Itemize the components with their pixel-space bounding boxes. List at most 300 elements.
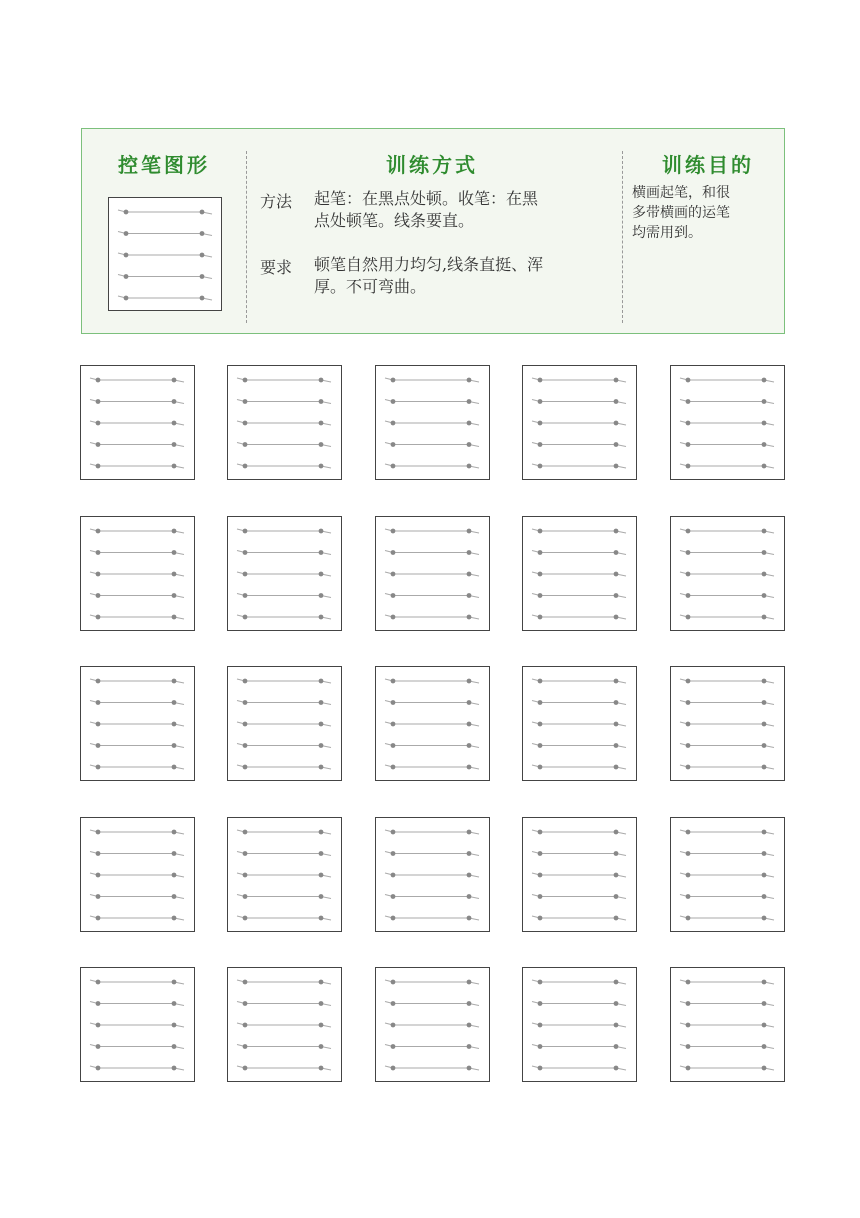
pause-dot	[172, 722, 177, 727]
stroke-line	[680, 873, 774, 878]
pause-dot	[467, 916, 472, 921]
pause-dot	[319, 421, 324, 426]
pause-dot	[614, 851, 619, 856]
stroke-line	[532, 743, 626, 748]
practice-cell	[80, 817, 195, 932]
stroke-line	[680, 572, 774, 577]
pause-dot	[243, 743, 248, 748]
pause-dot	[172, 765, 177, 770]
stroke-line	[680, 593, 774, 598]
pause-dot	[762, 743, 767, 748]
pause-dot	[391, 700, 396, 705]
pause-dot	[762, 442, 767, 447]
instruction-header	[81, 128, 785, 334]
pause-dot	[124, 296, 129, 301]
pause-dot	[96, 593, 101, 598]
pause-dot	[391, 399, 396, 404]
practice-cell	[227, 516, 342, 631]
pause-dot	[200, 253, 205, 258]
stroke-line	[385, 593, 479, 598]
pause-dot	[319, 1044, 324, 1049]
pause-dot	[614, 399, 619, 404]
practice-pattern	[671, 517, 784, 630]
practice-cell	[522, 666, 637, 781]
stroke-line	[90, 980, 184, 985]
stroke-line	[680, 851, 774, 856]
pause-dot	[467, 722, 472, 727]
stroke-line	[680, 765, 774, 770]
pause-dot	[762, 894, 767, 899]
stroke-line	[90, 399, 184, 404]
stroke-line	[680, 916, 774, 921]
pause-dot	[614, 765, 619, 770]
stroke-line	[385, 378, 479, 383]
practice-cell	[670, 967, 785, 1082]
pause-dot	[96, 700, 101, 705]
pause-dot	[319, 700, 324, 705]
stroke-line	[237, 399, 331, 404]
pause-dot	[467, 572, 472, 577]
pause-dot	[686, 765, 691, 770]
stroke-line	[237, 529, 331, 534]
purpose-text-line1: 横画起笔，和很	[632, 185, 730, 201]
pause-dot	[538, 722, 543, 727]
pause-dot	[124, 210, 129, 215]
pause-dot	[319, 1066, 324, 1071]
stroke-line	[532, 593, 626, 598]
pause-dot	[538, 830, 543, 835]
pause-dot	[96, 765, 101, 770]
stroke-line	[385, 1001, 479, 1006]
stroke-line	[237, 722, 331, 727]
pause-dot	[391, 873, 396, 878]
pause-dot	[762, 830, 767, 835]
pause-dot	[538, 464, 543, 469]
stroke-line	[237, 1023, 331, 1028]
stroke-line	[680, 378, 774, 383]
practice-cell	[227, 666, 342, 781]
pause-dot	[391, 593, 396, 598]
pause-dot	[467, 980, 472, 985]
practice-pattern	[376, 968, 489, 1081]
pause-dot	[614, 679, 619, 684]
pause-dot	[96, 550, 101, 555]
practice-cell	[375, 967, 490, 1082]
pause-dot	[391, 550, 396, 555]
pause-dot	[614, 830, 619, 835]
pause-dot	[319, 550, 324, 555]
pause-dot	[467, 851, 472, 856]
pause-dot	[243, 700, 248, 705]
stroke-line	[237, 679, 331, 684]
pause-dot	[762, 722, 767, 727]
pause-dot	[686, 593, 691, 598]
practice-cell	[227, 365, 342, 480]
stroke-line	[385, 679, 479, 684]
practice-cell	[80, 666, 195, 781]
stroke-line	[532, 399, 626, 404]
pause-dot	[762, 1001, 767, 1006]
practice-pattern	[228, 818, 341, 931]
pause-dot	[243, 1066, 248, 1071]
pause-dot	[96, 980, 101, 985]
pause-dot	[538, 916, 543, 921]
pause-dot	[614, 1023, 619, 1028]
pause-dot	[538, 851, 543, 856]
pause-dot	[391, 980, 396, 985]
stroke-line	[237, 894, 331, 899]
stroke-line	[680, 830, 774, 835]
pause-dot	[538, 679, 543, 684]
pause-dot	[243, 550, 248, 555]
purpose-text-line2: 多带横画的运笔	[632, 205, 730, 221]
practice-pattern	[81, 667, 194, 780]
stroke-line	[385, 916, 479, 921]
stroke-line	[385, 1066, 479, 1071]
practice-pattern	[228, 517, 341, 630]
stroke-line	[532, 916, 626, 921]
pause-dot	[391, 1044, 396, 1049]
stroke-line	[385, 894, 479, 899]
control-pattern-title: 控笔图形	[118, 153, 210, 177]
pause-dot	[614, 916, 619, 921]
stroke-line	[532, 722, 626, 727]
stroke-line	[90, 851, 184, 856]
pause-dot	[319, 916, 324, 921]
stroke-line	[385, 442, 479, 447]
pause-dot	[243, 378, 248, 383]
pause-dot	[96, 421, 101, 426]
stroke-line	[90, 1066, 184, 1071]
pause-dot	[762, 1066, 767, 1071]
practice-pattern	[376, 667, 489, 780]
stroke-line	[237, 464, 331, 469]
pause-dot	[686, 550, 691, 555]
pause-dot	[614, 378, 619, 383]
method-label: 方法	[260, 192, 293, 211]
pause-dot	[172, 593, 177, 598]
pause-dot	[172, 851, 177, 856]
practice-pattern	[376, 517, 489, 630]
practice-pattern	[228, 667, 341, 780]
stroke-line	[90, 873, 184, 878]
pause-dot	[686, 529, 691, 534]
pause-dot	[391, 1001, 396, 1006]
pause-dot	[172, 464, 177, 469]
stroke-line	[90, 572, 184, 577]
pause-dot	[96, 916, 101, 921]
stroke-line	[680, 894, 774, 899]
pause-dot	[96, 722, 101, 727]
pause-dot	[96, 851, 101, 856]
pause-dot	[538, 615, 543, 620]
pause-dot	[467, 700, 472, 705]
pause-dot	[96, 399, 101, 404]
pause-dot	[614, 980, 619, 985]
pause-dot	[319, 1001, 324, 1006]
purpose-text-line3: 均需用到。	[632, 225, 702, 241]
pause-dot	[762, 700, 767, 705]
stroke-line	[237, 851, 331, 856]
stroke-line	[90, 615, 184, 620]
stroke-line	[237, 615, 331, 620]
pause-dot	[200, 296, 205, 301]
pause-dot	[172, 615, 177, 620]
pause-dot	[319, 529, 324, 534]
practice-cell	[80, 967, 195, 1082]
stroke-line	[90, 464, 184, 469]
stroke-line	[237, 442, 331, 447]
pause-dot	[124, 231, 129, 236]
pause-dot	[96, 1044, 101, 1049]
pause-dot	[686, 1044, 691, 1049]
practice-cell	[227, 967, 342, 1082]
pause-dot	[686, 421, 691, 426]
pause-dot	[200, 210, 205, 215]
stroke-line	[118, 253, 212, 258]
stroke-line	[385, 851, 479, 856]
stroke-line	[237, 421, 331, 426]
pause-dot	[96, 830, 101, 835]
pause-dot	[614, 722, 619, 727]
pause-dot	[686, 722, 691, 727]
stroke-line	[90, 916, 184, 921]
pause-dot	[538, 421, 543, 426]
pause-dot	[200, 231, 205, 236]
pause-dot	[96, 743, 101, 748]
stroke-line	[532, 1023, 626, 1028]
stroke-line	[385, 700, 479, 705]
pause-dot	[686, 851, 691, 856]
stroke-line	[680, 442, 774, 447]
pause-dot	[243, 399, 248, 404]
pause-dot	[319, 464, 324, 469]
stroke-line	[118, 210, 212, 215]
stroke-line	[237, 378, 331, 383]
stroke-line	[680, 529, 774, 534]
pause-dot	[319, 980, 324, 985]
pause-dot	[319, 743, 324, 748]
method-text-line1: 起笔：在黑点处顿。收笔：在黑	[314, 189, 539, 208]
pause-dot	[467, 421, 472, 426]
pause-dot	[319, 378, 324, 383]
pause-dot	[172, 550, 177, 555]
pause-dot	[319, 722, 324, 727]
pause-dot	[319, 830, 324, 835]
pause-dot	[686, 615, 691, 620]
stroke-line	[237, 572, 331, 577]
pause-dot	[467, 894, 472, 899]
practice-cell	[522, 967, 637, 1082]
practice-cell	[522, 516, 637, 631]
pause-dot	[243, 1044, 248, 1049]
stroke-line	[532, 894, 626, 899]
stroke-line	[532, 1066, 626, 1071]
pause-dot	[614, 1066, 619, 1071]
pause-dot	[391, 464, 396, 469]
pause-dot	[243, 1023, 248, 1028]
stroke-line	[532, 851, 626, 856]
pause-dot	[686, 378, 691, 383]
stroke-line	[385, 980, 479, 985]
practice-pattern	[671, 818, 784, 931]
pause-dot	[538, 550, 543, 555]
pause-dot	[391, 378, 396, 383]
pause-dot	[614, 894, 619, 899]
pause-dot	[614, 743, 619, 748]
pause-dot	[172, 399, 177, 404]
pause-dot	[614, 572, 619, 577]
practice-pattern	[523, 968, 636, 1081]
pause-dot	[124, 253, 129, 258]
pause-dot	[391, 916, 396, 921]
pause-dot	[319, 399, 324, 404]
pause-dot	[467, 1023, 472, 1028]
stroke-line	[532, 572, 626, 577]
stroke-line	[237, 550, 331, 555]
stroke-line	[680, 722, 774, 727]
practice-pattern	[523, 667, 636, 780]
pause-dot	[538, 593, 543, 598]
stroke-line	[532, 442, 626, 447]
pause-dot	[467, 1044, 472, 1049]
pause-dot	[467, 679, 472, 684]
pause-dot	[96, 894, 101, 899]
stroke-line	[532, 700, 626, 705]
pause-dot	[686, 980, 691, 985]
pause-dot	[391, 421, 396, 426]
stroke-line	[532, 679, 626, 684]
pause-dot	[172, 679, 177, 684]
stroke-line	[532, 1001, 626, 1006]
pause-dot	[762, 421, 767, 426]
pause-dot	[762, 679, 767, 684]
pause-dot	[172, 1044, 177, 1049]
pause-dot	[762, 399, 767, 404]
stroke-line	[680, 399, 774, 404]
pause-dot	[172, 980, 177, 985]
pause-dot	[614, 421, 619, 426]
practice-pattern	[81, 517, 194, 630]
pause-dot	[538, 743, 543, 748]
practice-cell	[670, 516, 785, 631]
pause-dot	[614, 464, 619, 469]
pause-dot	[467, 529, 472, 534]
stroke-line	[237, 743, 331, 748]
stroke-line	[90, 722, 184, 727]
stroke-line	[385, 399, 479, 404]
pause-dot	[467, 593, 472, 598]
pause-dot	[243, 980, 248, 985]
practice-pattern	[523, 517, 636, 630]
pause-dot	[243, 722, 248, 727]
pause-dot	[762, 916, 767, 921]
pause-dot	[538, 529, 543, 534]
stroke-line	[532, 765, 626, 770]
pause-dot	[762, 765, 767, 770]
pause-dot	[538, 1001, 543, 1006]
pause-dot	[172, 572, 177, 577]
stroke-line	[385, 550, 479, 555]
pause-dot	[172, 1001, 177, 1006]
stroke-line	[680, 1023, 774, 1028]
pause-dot	[319, 572, 324, 577]
practice-cell	[522, 365, 637, 480]
pause-dot	[762, 1044, 767, 1049]
pause-dot	[96, 615, 101, 620]
stroke-line	[237, 765, 331, 770]
pause-dot	[96, 873, 101, 878]
stroke-line	[237, 1066, 331, 1071]
pause-dot	[172, 442, 177, 447]
pause-dot	[538, 765, 543, 770]
pause-dot	[762, 615, 767, 620]
pause-dot	[391, 529, 396, 534]
pause-dot	[686, 1001, 691, 1006]
pause-dot	[172, 1023, 177, 1028]
pause-dot	[686, 700, 691, 705]
pause-dot	[686, 916, 691, 921]
stroke-line	[237, 1001, 331, 1006]
stroke-line	[532, 873, 626, 878]
pause-dot	[762, 378, 767, 383]
pause-dot	[243, 442, 248, 447]
practice-cell	[522, 817, 637, 932]
stroke-line	[385, 873, 479, 878]
pause-dot	[96, 1023, 101, 1028]
stroke-line	[680, 1001, 774, 1006]
pause-dot	[467, 464, 472, 469]
practice-pattern	[671, 667, 784, 780]
pause-dot	[172, 421, 177, 426]
pause-dot	[762, 550, 767, 555]
practice-cell	[670, 365, 785, 480]
stroke-line	[90, 1023, 184, 1028]
stroke-line	[237, 873, 331, 878]
stroke-line	[237, 916, 331, 921]
stroke-line	[90, 1001, 184, 1006]
pause-dot	[243, 765, 248, 770]
pause-dot	[538, 700, 543, 705]
practice-pattern	[81, 366, 194, 479]
pause-dot	[467, 1001, 472, 1006]
pause-dot	[614, 1001, 619, 1006]
stroke-line	[385, 464, 479, 469]
stroke-line	[90, 765, 184, 770]
pause-dot	[686, 830, 691, 835]
pause-dot	[319, 851, 324, 856]
pause-dot	[391, 830, 396, 835]
stroke-line	[385, 1044, 479, 1049]
pause-dot	[686, 442, 691, 447]
pause-dot	[96, 1001, 101, 1006]
stroke-line	[680, 679, 774, 684]
pause-dot	[467, 378, 472, 383]
pause-dot	[243, 1001, 248, 1006]
pause-dot	[391, 615, 396, 620]
pause-dot	[319, 442, 324, 447]
stroke-line	[90, 529, 184, 534]
stroke-line	[680, 421, 774, 426]
pause-dot	[762, 572, 767, 577]
pause-dot	[391, 442, 396, 447]
pause-dot	[614, 529, 619, 534]
practice-cell	[227, 817, 342, 932]
pause-dot	[686, 1066, 691, 1071]
stroke-line	[90, 679, 184, 684]
pause-dot	[96, 572, 101, 577]
pause-dot	[686, 894, 691, 899]
